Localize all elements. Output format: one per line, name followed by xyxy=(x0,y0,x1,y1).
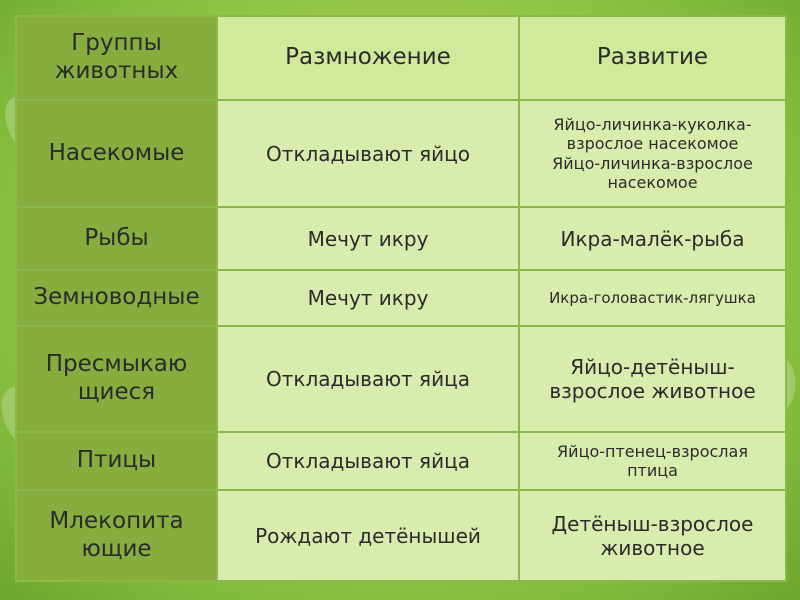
reproduction-text: Откладывают яйцо xyxy=(266,141,470,166)
development-cell xyxy=(519,270,786,326)
animal-reproduction-table xyxy=(15,15,787,582)
development-line: животное xyxy=(600,535,705,560)
table-row xyxy=(16,490,786,581)
reproduction-cell xyxy=(217,270,519,326)
header-reproduction-label: Размножение xyxy=(285,44,451,71)
table-row xyxy=(16,432,786,490)
reproduction-text: Мечут икру xyxy=(307,286,429,310)
reproduction-text: Откладывают яйца xyxy=(266,449,470,473)
group-label-line: щиеся xyxy=(77,379,156,405)
group-label: Птицы xyxy=(76,447,157,474)
development-cell xyxy=(519,100,786,207)
development-line: птица xyxy=(627,461,678,480)
group-cell xyxy=(16,326,217,432)
header-development-label: Развитие xyxy=(596,44,709,71)
group-cell xyxy=(16,100,217,207)
reproduction-text: Рождают детёнышей xyxy=(255,523,481,548)
reproduction-cell xyxy=(217,207,519,270)
development-line: насекомое xyxy=(607,172,698,192)
development-cell xyxy=(519,207,786,270)
development-cell xyxy=(519,490,786,581)
development-line: Детёныш-взрослое xyxy=(551,511,754,536)
reproduction-cell xyxy=(217,432,519,490)
header-group-label: Группы животных xyxy=(54,30,179,84)
group-cell xyxy=(16,490,217,581)
development-line: взрослое насекомое xyxy=(566,134,739,154)
group-label-line: Млекопита xyxy=(49,507,184,534)
development-line: Икра-головастик-лягушка xyxy=(549,289,756,307)
table-row xyxy=(16,326,786,432)
table-row xyxy=(16,207,786,270)
group-label: Насекомые xyxy=(48,139,185,166)
reproduction-cell xyxy=(217,326,519,432)
header-reproduction xyxy=(217,16,519,100)
header-group xyxy=(16,16,217,100)
group-label-line: ющие xyxy=(81,535,152,562)
reproduction-cell xyxy=(217,490,519,581)
development-line: Яйцо-личинка-взрослое xyxy=(552,153,753,173)
table-row xyxy=(16,100,786,207)
reproduction-text: Мечут икру xyxy=(307,226,429,251)
group-label: Земноводные xyxy=(33,284,200,311)
header-development xyxy=(519,16,786,100)
development-line: Яйцо-личинка-куколка- xyxy=(553,115,752,135)
development-cell xyxy=(519,432,786,490)
table-header-row xyxy=(16,16,786,100)
group-cell xyxy=(16,270,217,326)
reproduction-cell xyxy=(217,100,519,207)
reproduction-text: Откладывают яйца xyxy=(266,367,470,391)
development-line: Яйцо-птенец-взрослая xyxy=(557,441,748,461)
group-label: Рыбы xyxy=(84,224,149,251)
table-row xyxy=(16,270,786,326)
development-cell xyxy=(519,326,786,432)
group-cell xyxy=(16,207,217,270)
development-line: взрослое животное xyxy=(549,379,756,403)
group-label-line: Пресмыкаю xyxy=(45,351,188,378)
development-line: Яйцо-детёныш- xyxy=(570,355,735,379)
development-line: Икра-малёк-рыба xyxy=(560,226,745,251)
group-cell xyxy=(16,432,217,490)
